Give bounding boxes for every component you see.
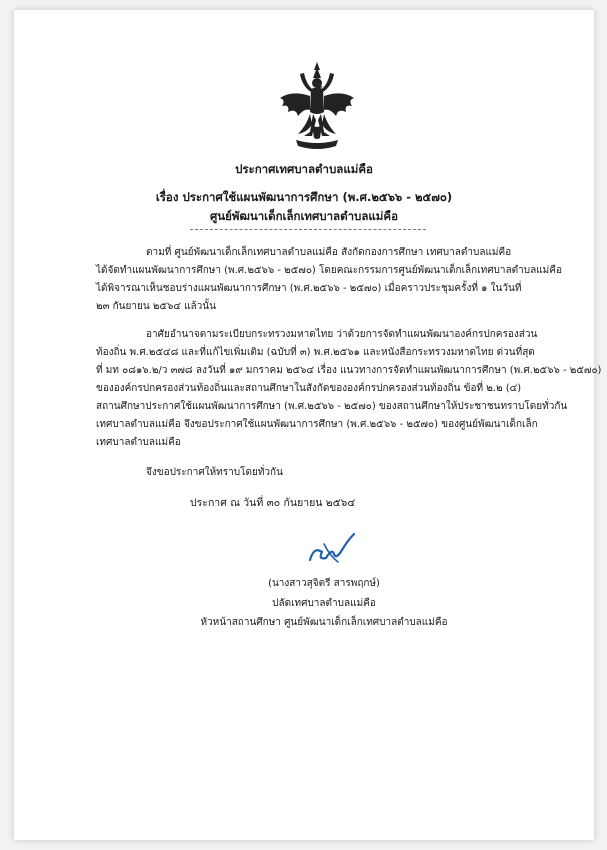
paragraph2-line5: สถานศึกษาประกาศใช้แผนพัฒนาการศึกษา (พ.ศ.๒๕๖๖ - ๒๕๗๐) ของสถานศึกษาให้ประชาชนทราบโดยทั่วกัน [96, 401, 568, 412]
paragraph1-line3: ได้พิจารณาเห็นชอบร่างแผนพัฒนาการศึกษา (พ.ศ.๒๕๖๖ - ๒๕๗๐) เมื่อคราวประชุมครั้งที่ ๑ ในวันที่ [96, 283, 522, 294]
document-page [14, 10, 602, 840]
signatory-role: หัวหน้าสถานศึกษา ศูนย์พัฒนาเด็กเล็กเทศบาลตำบลแม่คือ [200, 617, 448, 628]
garuda-emblem-icon [276, 60, 358, 152]
paragraph2-line1: อาศัยอำนาจตามระเบียบกระทรวงมหาดไทย ว่าด้วยการจัดทำแผนพัฒนาองค์กรปกครองส่วน [146, 329, 538, 340]
paragraph1-line4: ๒๓ กันยายน ๒๕๖๔ แล้วนั้น [96, 301, 216, 312]
paragraph2-line6: เทศบาลตำบลแม่คือ จึงขอประกาศใช้แผนพัฒนาการศึกษา (พ.ศ.๒๕๖๖ - ๒๕๗๐) ของศูนย์พัฒนาเด็กเล็ก [96, 419, 538, 430]
closing-statement: จึงขอประกาศให้ทราบโดยทั่วกัน [146, 467, 283, 478]
announcement-date: ประกาศ ณ วันที่ ๓๐ กันยายน ๒๕๖๔ [190, 497, 356, 509]
signatory-name: (นางสาวสุจิตรี สารพฤกษ์) [268, 578, 380, 589]
paragraph2-line2: ท้องถิ่น พ.ศ.๒๕๔๘ และที่แก้ไขเพิ่มเติม (ฉบับที่ ๓) พ.ศ.๒๕๖๑ และหนังสือกระทรวงมหาดไทย ด่วนที่สุด [96, 347, 535, 358]
paragraph1-line2: ได้จัดทำแผนพัฒนาการศึกษา (พ.ศ.๒๕๖๖ - ๒๕๗๐) โดยคณะกรรมการศูนย์พัฒนาเด็กเล็กเทศบาลตำบลแม่คือ [96, 265, 562, 276]
document-title: ประกาศเทศบาลตำบลแม่คือ [235, 162, 373, 176]
title-separator [190, 229, 426, 230]
signatory-position: ปลัดเทศบาลตำบลแม่คือ [272, 598, 376, 609]
paragraph2-line3: ที่ มท ๐๘๑๖.๒/ว ๓๗๘ ลงวันที่ ๑๙ มกราคม ๒๕๖๔ เรื่อง แนวทางการจัดทำแผนพัฒนาการศึกษา (พ.ศ.๒๕๖๖ - ๒๕๗๐) [96, 365, 602, 376]
paragraph2-line4: ขององค์กรปกครองส่วนท้องถิ่นและสถานศึกษาในสังกัดขององค์กรปกครองส่วนท้องถิ่น ข้อที่ ๒.๒ (๔) [96, 383, 522, 394]
paragraph1-line1: ตามที่ ศูนย์พัฒนาเด็กเล็กเทศบาลตำบลแม่คือ สังกัดกองการศึกษา เทศบาลตำบลแม่คือ [146, 247, 512, 258]
document-subject: เรื่อง ประกาศใช้แผนพัฒนาการศึกษา (พ.ศ.๒๕๖๖ - ๒๕๗๐) [155, 190, 453, 204]
paragraph2-line7: เทศบาลตำบลแม่คือ [96, 437, 181, 448]
handwritten-signature-icon [304, 530, 356, 568]
document-subject-line2: ศูนย์พัฒนาเด็กเล็กเทศบาลตำบลแม่คือ [210, 209, 398, 223]
